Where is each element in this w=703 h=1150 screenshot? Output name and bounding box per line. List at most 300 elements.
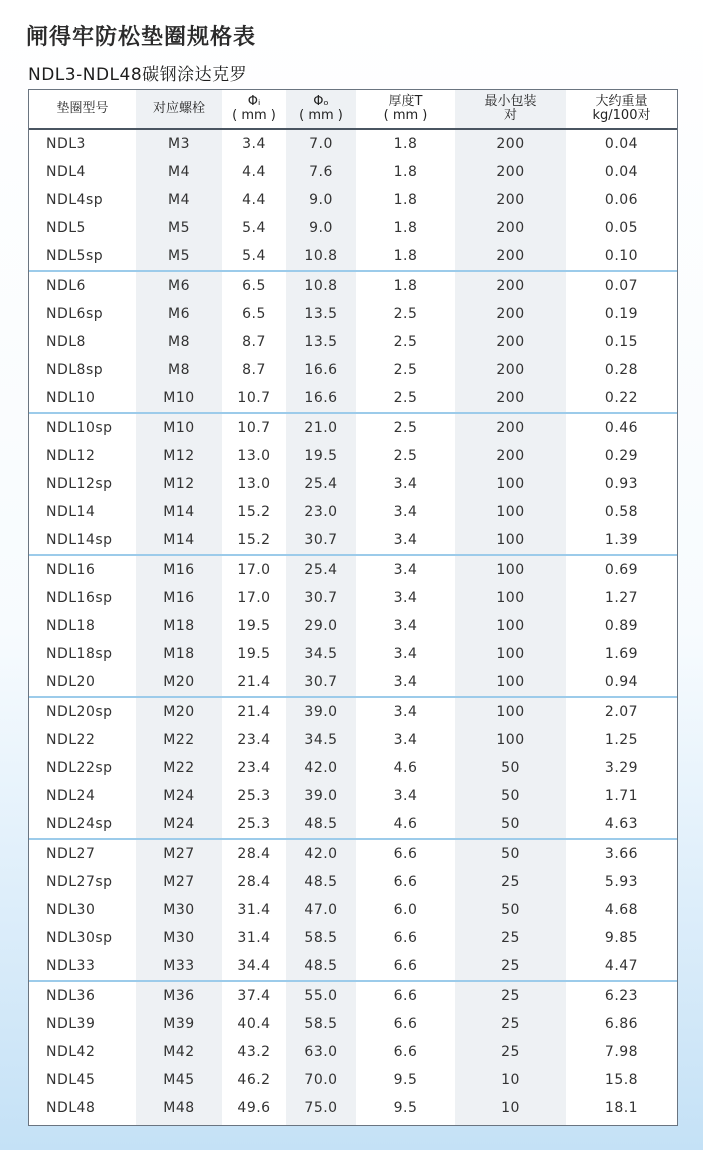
table-cell: 0.22 <box>566 384 677 413</box>
table-cell: 25 <box>501 988 520 1004</box>
table-cell: M22 <box>163 732 195 748</box>
table-cell: 0.93 <box>604 476 639 492</box>
table-cell: 6.6 <box>393 1016 418 1032</box>
table-cell: 10 <box>501 1100 520 1116</box>
table-cell: 1.71 <box>604 788 639 804</box>
table-cell: 6.6 <box>393 1044 418 1060</box>
table-cell: 50 <box>455 810 566 839</box>
table-cell: 13.5 <box>304 306 338 322</box>
table-row <box>29 242 677 271</box>
table-cell: 0.05 <box>604 220 639 236</box>
table-cell: 46.2 <box>237 1072 271 1088</box>
table-cell: NDL39 <box>46 1016 96 1032</box>
table-cell: 48.5 <box>286 952 356 981</box>
table-row <box>29 640 677 668</box>
table-cell: 21.4 <box>237 704 271 720</box>
table-cell: NDL18sp <box>46 646 113 662</box>
table-row <box>29 186 677 214</box>
table-cell: M16 <box>163 562 195 578</box>
table-cell: 7.0 <box>309 136 333 152</box>
table-cell: NDL30 <box>46 902 96 918</box>
table-body <box>29 129 677 1122</box>
table-row <box>29 868 677 896</box>
table-cell: M5 <box>168 220 190 236</box>
table-cell: 23.0 <box>304 504 338 520</box>
page-title: 闸得牢防松垫圈规格表 <box>26 25 257 50</box>
table-cell: 9.85 <box>604 930 639 946</box>
table-cell: 3.4 <box>393 476 418 492</box>
table-cell: 1.39 <box>566 526 677 555</box>
table-cell: 2.5 <box>393 420 418 436</box>
table-cell: 31.4 <box>237 930 271 946</box>
table-cell: 6.6 <box>393 846 418 862</box>
table-cell: NDL24 <box>46 788 96 804</box>
table-row <box>29 726 677 754</box>
table-cell: 100 <box>496 562 525 578</box>
table-cell: M4 <box>168 192 190 208</box>
table-cell: 30.7 <box>286 668 356 697</box>
table-cell: 48.5 <box>304 874 338 890</box>
table-cell: 5.4 <box>242 220 266 236</box>
table-cell: 0.06 <box>604 192 639 208</box>
table-cell: NDL6 <box>46 278 86 294</box>
table-cell: 3.4 <box>393 732 418 748</box>
table-row <box>29 413 677 442</box>
table-cell: M48 <box>163 1100 195 1116</box>
column-header-line1: 最小包装 <box>484 94 537 109</box>
table-cell: 10.7 <box>237 420 271 436</box>
table-cell: M22 <box>163 760 195 776</box>
table-cell: 9.5 <box>393 1072 418 1088</box>
table-cell: 0.89 <box>604 618 639 634</box>
table-cell: 63.0 <box>304 1044 338 1060</box>
table-cell: 200 <box>496 278 525 294</box>
table-cell: 4.4 <box>242 164 266 180</box>
table-row <box>29 896 677 924</box>
table-cell: M24 <box>163 788 195 804</box>
table-cell: 6.23 <box>604 988 639 1004</box>
table-cell: 42.0 <box>304 760 338 776</box>
table-cell: NDL45 <box>46 1072 96 1088</box>
table-cell: NDL16sp <box>46 590 113 606</box>
table-cell: 3.4 <box>393 646 418 662</box>
table-row <box>29 526 677 555</box>
table-cell: M18 <box>163 618 195 634</box>
table-cell: M39 <box>163 1016 195 1032</box>
table-row <box>29 754 677 782</box>
table-cell: 34.5 <box>304 646 338 662</box>
table-cell: NDL12 <box>46 448 96 464</box>
table-cell: 19.5 <box>237 618 271 634</box>
column-header-line1: 厚度T <box>388 94 423 109</box>
page-subtitle: NDL3-NDL48碳钢涂达克罗 <box>28 65 248 85</box>
table-cell: 1.27 <box>604 590 639 606</box>
table-cell: 1.25 <box>604 732 639 748</box>
table-cell: 100 <box>455 526 566 555</box>
table-cell: 10.8 <box>304 278 338 294</box>
table-cell: 3.29 <box>604 760 639 776</box>
column-header <box>455 90 566 129</box>
table-row <box>29 839 677 868</box>
table-cell: 9.0 <box>309 220 333 236</box>
table-cell: M12 <box>163 448 195 464</box>
table-row <box>29 356 677 384</box>
table-cell: 55.0 <box>304 988 338 1004</box>
table-cell: 15.2 <box>222 526 286 555</box>
table-cell: NDL6sp <box>46 306 104 322</box>
table-cell: 2.5 <box>393 362 418 378</box>
table-cell: 100 <box>496 732 525 748</box>
table-cell: M16 <box>163 590 195 606</box>
table-cell: 4.4 <box>242 192 266 208</box>
table-cell: 9.0 <box>309 192 333 208</box>
table-cell: 5.4 <box>222 242 286 271</box>
table-cell: NDL22 <box>46 732 96 748</box>
table-row <box>29 1094 677 1122</box>
table-cell: 47.0 <box>304 902 338 918</box>
table-cell: 19.5 <box>237 646 271 662</box>
table-cell: 17.0 <box>237 590 271 606</box>
table-cell: 0.58 <box>604 504 639 520</box>
table-row <box>29 555 677 584</box>
table-cell: 200 <box>455 242 566 271</box>
table-cell: 6.6 <box>393 988 418 1004</box>
table-cell: NDL20sp <box>46 704 113 720</box>
table-cell: M33 <box>136 952 222 981</box>
table-cell: NDL48 <box>46 1100 96 1116</box>
column-header-line2: ( mm ) <box>383 108 428 123</box>
table-cell: 200 <box>496 334 525 350</box>
table-cell: NDL33 <box>29 952 136 981</box>
table-cell: 34.5 <box>304 732 338 748</box>
column-header <box>136 90 222 129</box>
column-header-line1: Φᵢ <box>247 94 261 109</box>
table-cell: 100 <box>496 476 525 492</box>
table-cell: 1.69 <box>604 646 639 662</box>
table-cell: 39.0 <box>304 788 338 804</box>
table-cell: 200 <box>496 164 525 180</box>
table-cell: M24 <box>136 810 222 839</box>
table-cell: M8 <box>168 334 190 350</box>
table-cell: 7.98 <box>604 1044 639 1060</box>
table-cell: 17.0 <box>237 562 271 578</box>
table-cell: 1.8 <box>393 164 418 180</box>
table-cell: 10 <box>501 1072 520 1088</box>
table-cell: NDL3 <box>46 136 86 152</box>
table-cell: 3.4 <box>356 526 455 555</box>
table-cell: M10 <box>163 420 195 436</box>
table-cell: M14 <box>136 526 222 555</box>
table-cell: 0.15 <box>604 334 639 350</box>
table-cell: 6.6 <box>393 930 418 946</box>
table-cell: M18 <box>163 646 195 662</box>
table-cell: 3.4 <box>356 668 455 697</box>
table-cell: 15.2 <box>237 504 271 520</box>
table-cell: 3.4 <box>393 704 418 720</box>
table-cell: 200 <box>496 420 525 436</box>
table-cell: 31.4 <box>237 902 271 918</box>
table-cell: 4.68 <box>604 902 639 918</box>
table-cell: 4.6 <box>356 810 455 839</box>
table-cell: 100 <box>496 590 525 606</box>
table-cell: 3.4 <box>393 562 418 578</box>
table-cell: 100 <box>496 618 525 634</box>
table-cell: 1.8 <box>356 242 455 271</box>
table-cell: 49.6 <box>237 1100 271 1116</box>
table-cell: NDL5sp <box>29 242 136 271</box>
table-cell: NDL24sp <box>29 810 136 839</box>
table-cell: M5 <box>136 242 222 271</box>
table-cell: 4.47 <box>566 952 677 981</box>
table-cell: 0.46 <box>604 420 639 436</box>
table-cell: NDL4sp <box>46 192 104 208</box>
table-cell: 6.86 <box>604 1016 639 1032</box>
table-cell: 100 <box>496 704 525 720</box>
table-cell: 6.0 <box>393 902 418 918</box>
table-cell: 28.4 <box>237 874 271 890</box>
table-row <box>29 1066 677 1094</box>
table-cell: NDL5 <box>46 220 86 236</box>
table-row <box>29 924 677 952</box>
table-row <box>29 1038 677 1066</box>
table-cell: 15.8 <box>604 1072 639 1088</box>
column-header-line2: 对 <box>503 108 517 123</box>
table-cell: 18.1 <box>604 1100 639 1116</box>
table-cell: 25.4 <box>304 562 338 578</box>
table-cell: NDL22sp <box>46 760 113 776</box>
column-header-line1: Φₒ <box>313 94 329 109</box>
table-cell: M14 <box>163 504 195 520</box>
table-cell: NDL27sp <box>46 874 113 890</box>
table-cell: M20 <box>163 704 195 720</box>
table-cell: NDL10 <box>29 384 136 413</box>
table-row <box>29 584 677 612</box>
table-cell: NDL14sp <box>29 526 136 555</box>
column-header <box>286 90 356 129</box>
header-row <box>29 90 677 129</box>
table-row <box>29 697 677 726</box>
table-cell: NDL16 <box>46 562 96 578</box>
table-cell: 6.6 <box>393 874 418 890</box>
table-cell: 29.0 <box>304 618 338 634</box>
table-row <box>29 612 677 640</box>
column-header <box>566 90 677 129</box>
table-cell: 13.0 <box>237 476 271 492</box>
table-row <box>29 668 677 697</box>
table-cell: 23.4 <box>237 760 271 776</box>
table-cell: 200 <box>455 384 566 413</box>
table-cell: 6.5 <box>242 278 266 294</box>
table-cell: 58.5 <box>304 930 338 946</box>
table-cell: NDL8 <box>46 334 86 350</box>
table-cell: 2.5 <box>393 334 418 350</box>
table-cell: 25 <box>501 1016 520 1032</box>
column-header-line1: 垫圈型号 <box>56 101 109 116</box>
table-cell: 200 <box>496 136 525 152</box>
table-cell: NDL12sp <box>46 476 113 492</box>
table-cell: M30 <box>163 930 195 946</box>
table-cell: 58.5 <box>304 1016 338 1032</box>
column-header-line2: kg/100对 <box>592 108 651 123</box>
table-cell: 6.6 <box>356 952 455 981</box>
table-cell: NDL18 <box>46 618 96 634</box>
table-cell: 100 <box>496 504 525 520</box>
table-cell: M10 <box>136 384 222 413</box>
table-cell: 42.0 <box>304 846 338 862</box>
column-header <box>356 90 455 129</box>
table-cell: 39.0 <box>304 704 338 720</box>
table-cell: NDL10sp <box>46 420 113 436</box>
table-cell: 0.10 <box>566 242 677 271</box>
table-cell: 25 <box>501 874 520 890</box>
table-header <box>29 90 677 129</box>
table-cell: 21.4 <box>222 668 286 697</box>
table-cell: 3.4 <box>393 504 418 520</box>
table-cell: 3.4 <box>393 618 418 634</box>
table-row <box>29 328 677 356</box>
table-cell: 25.4 <box>304 476 338 492</box>
table-cell: 50 <box>501 760 520 776</box>
table-row <box>29 470 677 498</box>
table-cell: 48.5 <box>286 810 356 839</box>
table-row <box>29 498 677 526</box>
table-cell: 200 <box>496 362 525 378</box>
column-header-line2: ( mm ) <box>232 108 276 123</box>
table-cell: 1.8 <box>393 192 418 208</box>
table-cell: 16.6 <box>286 384 356 413</box>
table-cell: 70.0 <box>304 1072 338 1088</box>
table-cell: 9.5 <box>393 1100 418 1116</box>
table-cell: 13.0 <box>237 448 271 464</box>
table-cell: 25 <box>455 952 566 981</box>
table-cell: 0.07 <box>604 278 639 294</box>
column-header-line1: 对应螺栓 <box>152 101 205 116</box>
table-cell: 200 <box>496 192 525 208</box>
table-cell: 25 <box>501 1044 520 1060</box>
table-cell: M27 <box>163 846 195 862</box>
table-row <box>29 782 677 810</box>
table-cell: 3.66 <box>604 846 639 862</box>
table-cell: M27 <box>163 874 195 890</box>
table-cell: 0.29 <box>604 448 639 464</box>
table-cell: NDL14 <box>46 504 96 520</box>
table-cell: 5.93 <box>604 874 639 890</box>
table-row <box>29 214 677 242</box>
table-cell: 200 <box>496 306 525 322</box>
table-cell: 4.6 <box>393 760 418 776</box>
table-cell: 3.4 <box>393 788 418 804</box>
table-cell: 50 <box>501 902 520 918</box>
table-cell: 16.6 <box>304 362 338 378</box>
spec-table <box>29 90 677 1122</box>
table-cell: 50 <box>501 788 520 804</box>
table-cell: NDL27 <box>46 846 96 862</box>
table-cell: M42 <box>163 1044 195 1060</box>
table-row <box>29 810 677 839</box>
column-header-line2: ( mm ) <box>299 108 343 123</box>
table-cell: 8.7 <box>242 362 266 378</box>
table-cell: 25.3 <box>222 810 286 839</box>
table-cell: 1.8 <box>393 278 418 294</box>
table-cell: M6 <box>168 278 190 294</box>
table-cell: 10.7 <box>222 384 286 413</box>
table-cell: 0.19 <box>604 306 639 322</box>
table-row <box>29 158 677 186</box>
table-cell: NDL20 <box>29 668 136 697</box>
table-cell: 7.6 <box>309 164 333 180</box>
table-cell: 0.04 <box>604 164 639 180</box>
table-cell: M6 <box>168 306 190 322</box>
table-cell: NDL8sp <box>46 362 104 378</box>
table-cell: 30.7 <box>304 590 338 606</box>
table-cell: 75.0 <box>304 1100 338 1116</box>
table-cell: 40.4 <box>237 1016 271 1032</box>
table-cell: 2.5 <box>356 384 455 413</box>
table-cell: 19.5 <box>304 448 338 464</box>
table-cell: 8.7 <box>242 334 266 350</box>
table-cell: 6.5 <box>242 306 266 322</box>
table-cell: 37.4 <box>237 988 271 1004</box>
table-row <box>29 952 677 981</box>
table-cell: 200 <box>496 220 525 236</box>
table-cell: 2.5 <box>393 306 418 322</box>
table-row <box>29 384 677 413</box>
table-cell: M36 <box>163 988 195 1004</box>
table-cell: 28.4 <box>237 846 271 862</box>
table-cell: 43.2 <box>237 1044 271 1060</box>
column-header <box>29 90 136 129</box>
table-cell: M8 <box>168 362 190 378</box>
table-cell: 2.5 <box>393 448 418 464</box>
table-cell: M20 <box>136 668 222 697</box>
table-cell: NDL30sp <box>46 930 113 946</box>
table-cell: NDL42 <box>46 1044 96 1060</box>
table-cell: 0.28 <box>604 362 639 378</box>
table-cell: 0.69 <box>604 562 639 578</box>
column-header-line1: 大约重量 <box>595 94 648 109</box>
table-cell: 100 <box>496 646 525 662</box>
table-cell: 10.8 <box>286 242 356 271</box>
table-cell: M12 <box>163 476 195 492</box>
table-cell: 23.4 <box>237 732 271 748</box>
table-cell: 1.8 <box>393 220 418 236</box>
table-row <box>29 1010 677 1038</box>
table-cell: 0.94 <box>566 668 677 697</box>
table-cell: 0.04 <box>604 136 639 152</box>
table-cell: M4 <box>168 164 190 180</box>
table-cell: 34.4 <box>222 952 286 981</box>
table-cell: 13.5 <box>304 334 338 350</box>
spec-table-container <box>28 89 678 1126</box>
table-cell: 3.4 <box>393 590 418 606</box>
table-row <box>29 981 677 1010</box>
table-cell: 2.07 <box>604 704 639 720</box>
table-cell: 3.4 <box>242 136 266 152</box>
table-cell: 30.7 <box>286 526 356 555</box>
table-cell: M45 <box>163 1072 195 1088</box>
table-row <box>29 271 677 300</box>
table-cell: 1.8 <box>393 136 418 152</box>
table-cell: 100 <box>455 668 566 697</box>
table-cell: M3 <box>168 136 190 152</box>
table-cell: NDL4 <box>46 164 86 180</box>
table-cell: 25 <box>501 930 520 946</box>
table-cell: 200 <box>496 448 525 464</box>
table-row <box>29 129 677 158</box>
table-cell: M30 <box>163 902 195 918</box>
table-cell: 4.63 <box>566 810 677 839</box>
column-header <box>222 90 286 129</box>
